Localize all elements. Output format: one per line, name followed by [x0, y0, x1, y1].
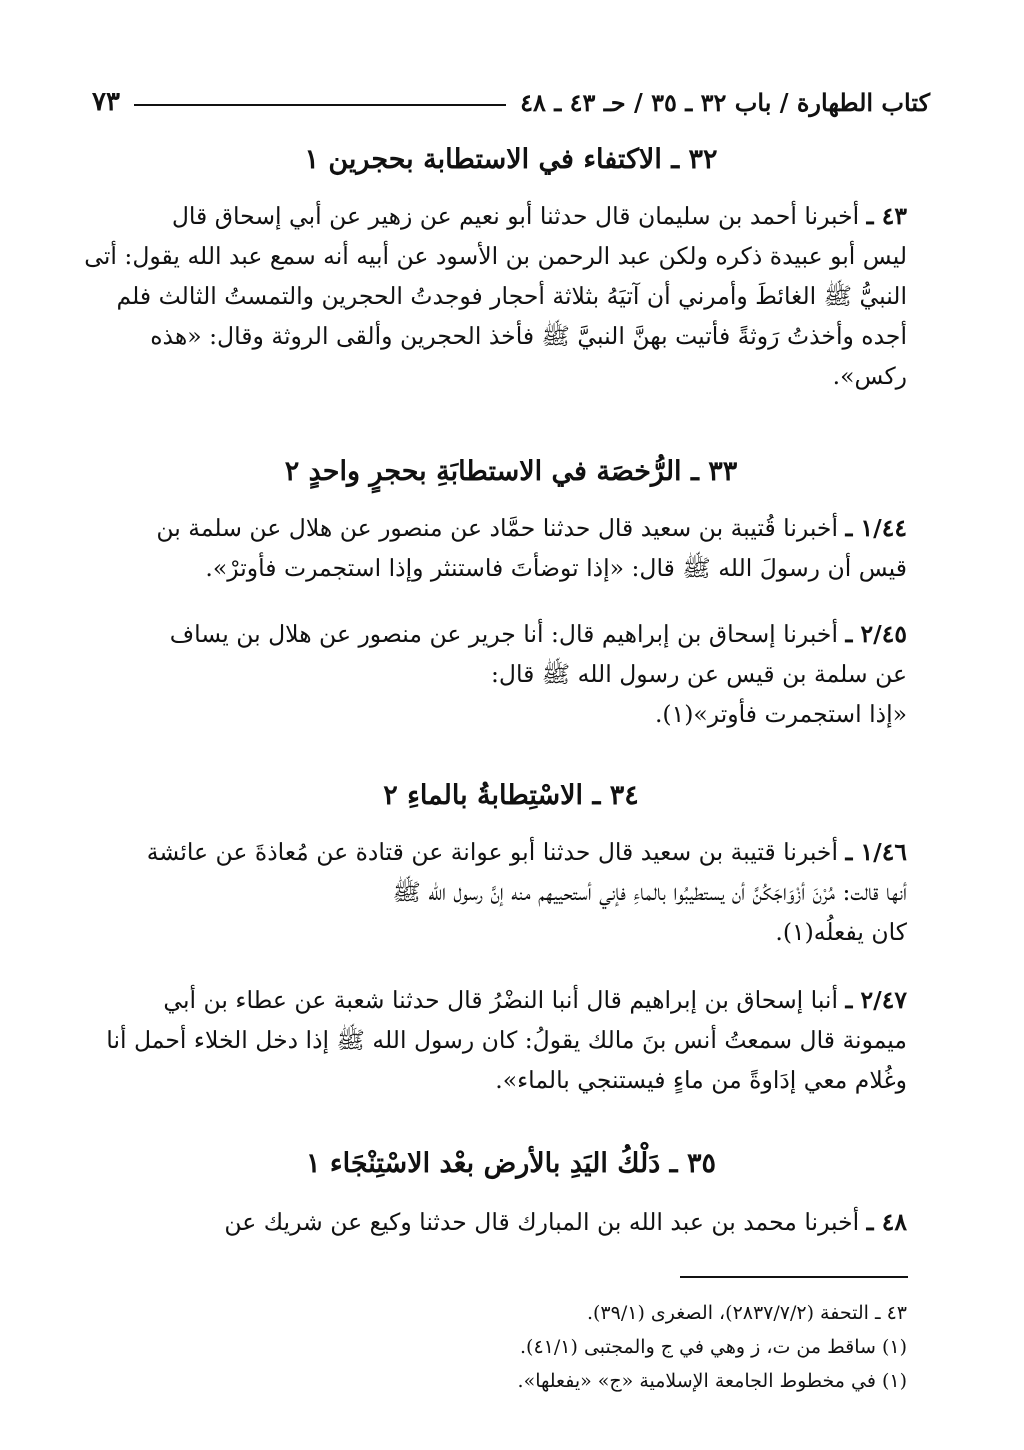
hadith-line: ليس أبو عبيدة ذكره ولكن عبد الرحمن بن الأسود عن أبيه أنه سمع عبد الله يقول: أتى [84, 242, 907, 270]
section-heading-32: ٣٢ ـ الاكتفاء في الاستطابة بحجرين ١ [304, 144, 718, 175]
hadith-line: النبيُّ ﷺ الغائطَ وأمرني أن آتيَهُ بثلاثة أحجار فوجدتُ الحجرين والتمستُ الثالث فلم [116, 282, 907, 310]
hadith-number: ٤٨ ـ [866, 1208, 907, 1236]
section-heading-34: ٣٤ ـ الاسْتِطابةُ بالماءِ ٢ [383, 780, 639, 811]
hadith-number: ١/٤٤ ـ [845, 514, 907, 542]
hadith-number: ١/٤٦ ـ [845, 838, 907, 866]
section-heading-35: ٣٥ ـ دَلْكُ اليَدِ بالأرض بعْد الاسْتِنْجَاء ١ [306, 1148, 716, 1179]
header-title: كتاب الطهارة / باب ٣٢ ـ ٣٥ / حـ ٤٣ ـ ٤٨ [520, 87, 930, 117]
hadith-line: قيس أن رسولَ الله ﷺ قال: «إذا توضأتَ فاستنثر وإذا استجمرت فأوترْ». [205, 554, 907, 582]
hadith-line: ركس». [832, 362, 907, 390]
hadith-line: أخبرنا قتيبة بن سعيد قال حدثنا أبو عوانة عن قتادة عن مُعاذةَ عن عائشة [146, 838, 838, 866]
hadith-line: أخبرنا قُتيبة بن سعيد قال حدثنا حمَّاد عن منصور عن هلال عن سلمة بن [156, 514, 838, 542]
hadith-line: وغُلام معي إدَاوةً من ماءٍ فيستنجي بالماء». [495, 1066, 907, 1094]
hadith-line: كان يفعلُه(١). [775, 918, 907, 946]
hadith-line: أنبا إسحاق بن إبراهيم قال أنبا النضْرُ قال حدثنا شعبة عن عطاء بن أبي [163, 986, 838, 1014]
page-number: ٧٣ [92, 87, 120, 117]
hadith-line: ميمونة قال سمعتُ أنس بنَ مالك يقولُ: كان رسول الله ﷺ إذا دخل الخلاء أحمل أنا [106, 1026, 907, 1054]
hadith-43 [84, 196, 907, 396]
hadith-line: عن سلمة بن قيس عن رسول الله ﷺ قال: [490, 660, 907, 688]
hadith-47 [92, 980, 907, 1100]
hadith-48 [92, 1202, 907, 1242]
hadith-46 [92, 832, 907, 952]
running-header [92, 82, 930, 122]
footnote-item: ٤٣ ـ التحفة (٢٨٣٧/٧/٢)، الصغرى (٣٩/١). [586, 1302, 907, 1324]
hadith-line: «إذا استجمرت فأوتر»(١). [654, 700, 907, 728]
hadith-number: ٢/٤٧ ـ [845, 986, 907, 1014]
hadith-line: أنها قالت: مُرْنَ أزْوَاجَكُنَّ أن يستطيبُوا بالماءِ فإني أستحييهم منه إنَّ رسول الله ﷺ [392, 878, 907, 906]
footnote-item: (١) في مخطوط الجامعة الإسلامية «ج» «يفعلها». [517, 1370, 907, 1392]
hadith-line: أخبرنا إسحاق بن إبراهيم قال: أنا جرير عن منصور عن هلال بن يساف [169, 620, 838, 648]
hadith-line: أخبرنا محمد بن عبد الله بن المبارك قال حدثنا وكيع عن شريك عن [224, 1208, 860, 1236]
footnote-divider [680, 1276, 908, 1278]
hadith-line: أجده وأخذتُ رَوثةً فأتيت بهنَّ النبيَّ ﷺ فأخذ الحجرين وألقى الروثة وقال: «هذه [150, 322, 907, 350]
header-rule [134, 104, 506, 106]
hadith-number: ٤٣ ـ [866, 202, 907, 230]
section-heading-33: ٣٣ ـ الرُّخصَة في الاستطابَةِ بحجرٍ واحدٍ ٢ [284, 456, 738, 487]
hadith-44 [92, 508, 907, 588]
hadith-line: أخبرنا أحمد بن سليمان قال حدثنا أبو نعيم عن زهير عن أبي إسحاق قال [171, 202, 860, 230]
hadith-number: ٢/٤٥ ـ [845, 620, 907, 648]
hadith-45 [92, 614, 907, 734]
footnote-item: (١) ساقط من ت، ز وهي في ج والمجتبى (٤١/١). [520, 1336, 907, 1358]
footnotes [92, 1296, 907, 1398]
